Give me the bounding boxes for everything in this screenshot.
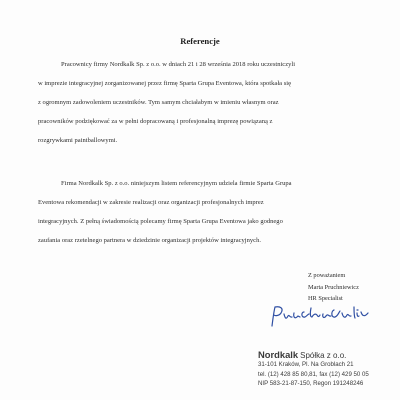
closing-greeting: Z poważaniem bbox=[308, 272, 346, 279]
paragraph-2-line-4: zaufania oraz rzetelnego partnera w dziedzinie organizacji projektów integracyjnych. bbox=[38, 237, 261, 244]
company-stamp bbox=[258, 349, 369, 389]
signer-role: HR Specialist bbox=[308, 295, 343, 303]
paragraph-1-line-3: z ogromnym zadowoleniem uczestników. Tym samym chciałabym w imieniu własnym oraz bbox=[38, 99, 279, 106]
paragraph-2-line-2: Eventowa rekomendacji w zakresie realizacji oraz organizacji profesjonalnych imprez bbox=[38, 199, 264, 206]
paragraph-2-line-1: Firma Nordkalk Sp. z o.o. niniejszym listem referencyjnym udziela firmie Sparta Grupa bbox=[61, 180, 292, 187]
paragraph-1-line-5: rozgrywkami paintballowymi. bbox=[38, 137, 118, 144]
letter-title: Referencje bbox=[180, 36, 220, 46]
stamp-company-name bbox=[258, 349, 369, 360]
stamp-company-bold: Nordkalk bbox=[258, 349, 299, 360]
signer-name: Marta Pruchniewicz bbox=[308, 283, 359, 291]
stamp-address: 31-101 Kraków, Pl. Na Groblach 21 bbox=[258, 361, 354, 368]
paragraph-1-line-2: w imprezie integracyjnej zorganizowanej przez firmę Sparta Grupa Eventowa, która spotkała się bbox=[38, 80, 291, 87]
stamp-company-suffix: Spółka z o.o. bbox=[300, 351, 347, 360]
paragraph-1-line-4: pracowników podziękować za w pełni dopracowaną i profesjonalną imprezę powiązaną z bbox=[38, 118, 273, 125]
paragraph-2-line-3: integracyjnych. Z pełną świadomością polecamy firmę Sparta Grupa Eventowa jako godnego bbox=[38, 218, 283, 225]
paragraph-1-line-1: Pracownicy firmy Nordkalk Sp. z o.o. w dniach 21 i 28 września 2018 roku uczestniczyli bbox=[61, 61, 296, 68]
stamp-ids: NIP 583-21-87-150, Regon 191248246 bbox=[258, 380, 364, 388]
closing-block bbox=[308, 270, 359, 305]
stamp-phone: tel. (12) 428 85 80,81, fax (12) 429 50 05 bbox=[258, 370, 369, 378]
handwritten-signature bbox=[268, 302, 372, 330]
